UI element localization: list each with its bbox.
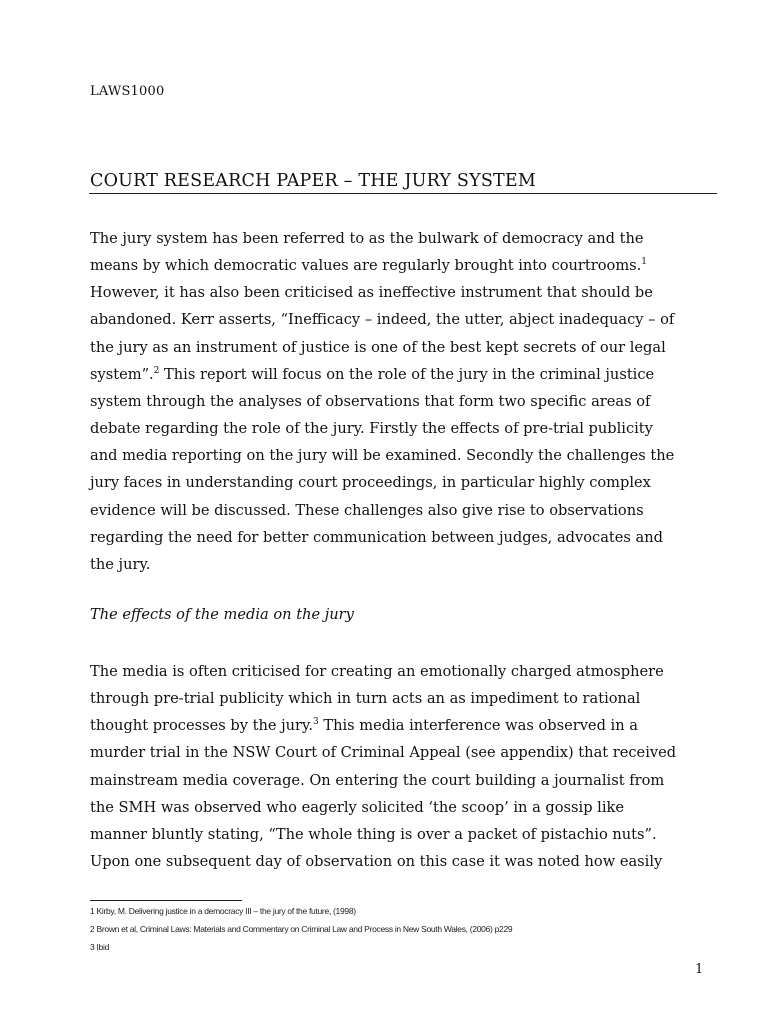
paragraph-line: The media is often criticised for creating an emotionally charged atmosphere	[90, 663, 664, 680]
title-underline	[89, 193, 717, 194]
paragraph-line: manner bluntly stating, “The whole thing is over a packet of pistachio nuts”.	[90, 825, 657, 843]
paragraph-line: system through the analyses of observations that form two specific areas of	[90, 392, 651, 410]
footnote-1: 1 Kirby, M. Delivering justice in a democracy III – the jury of the future, (1998)	[90, 906, 356, 916]
paragraph-line: However, it has also been criticised as ineffective instrument that should be	[90, 284, 653, 302]
paragraph-line: the jury.	[90, 555, 151, 573]
paragraph-line: Upon one subsequent day of observation on this case it was noted how easily	[90, 853, 663, 871]
paragraph-line: means by which democratic values are regularly brought into courtrooms.$^1$	[90, 257, 648, 275]
paragraph-line: the SMH was observed who eagerly solicited ‘the scoop’ in a gossip like	[90, 798, 624, 816]
footnote-reference: 2	[153, 365, 160, 376]
section-heading: The effects of the media on the jury	[90, 606, 354, 623]
paragraph-line: evidence will be discussed. These challenges also give rise to observations	[90, 501, 644, 519]
paragraph-line: and media reporting on the jury will be examined. Secondly the challenges the	[90, 447, 675, 465]
media-paragraph	[90, 658, 730, 875]
page-title: COURT RESEARCH PAPER – THE JURY SYSTEM	[90, 171, 537, 191]
paragraph-line: regarding the need for better communication between judges, advocates and	[90, 528, 663, 546]
paragraph-line: the jury as an instrument of justice is one of the best kept secrets of our legal	[90, 338, 666, 356]
paragraph-line: The jury system has been referred to as the bulwark of democracy and the	[90, 230, 644, 247]
footnote-2: 2 Brown et al, Criminal Laws: Materials and Commentary on Criminal Law and Process in New South Wales, (2006) p229	[90, 924, 513, 934]
footnote-separator	[90, 900, 242, 901]
page-number: 1	[695, 962, 704, 977]
footnote-reference: 3	[312, 717, 319, 728]
course-code: LAWS1000	[90, 84, 165, 99]
paragraph-line: thought processes by the jury.$^3$ This media interference was observed in a	[90, 717, 638, 735]
paragraph-line: mainstream media coverage. On entering the court building a journalist from	[90, 771, 665, 789]
paragraph-line: murder trial in the NSW Court of Criminal Appeal (see appendix) that received	[90, 744, 677, 762]
paragraph-line: jury faces in understanding court proceedings, in particular highly complex	[90, 474, 651, 492]
footnote-3: 3 Ibid	[90, 942, 109, 952]
footnote-reference: 1	[641, 257, 648, 268]
paragraph-line: system”.$^2$ This report will focus on the role of the jury in the criminal justice	[90, 365, 655, 383]
paragraph-line: abandoned. Kerr asserts, “Inefficacy – indeed, the utter, abject inadequacy – of	[90, 311, 675, 329]
paragraph-line: through pre-trial publicity which in turn acts an as impediment to rational	[90, 690, 641, 708]
paragraph-line: debate regarding the role of the jury. Firstly the effects of pre-trial publicity	[90, 420, 653, 438]
intro-paragraph	[90, 225, 730, 578]
